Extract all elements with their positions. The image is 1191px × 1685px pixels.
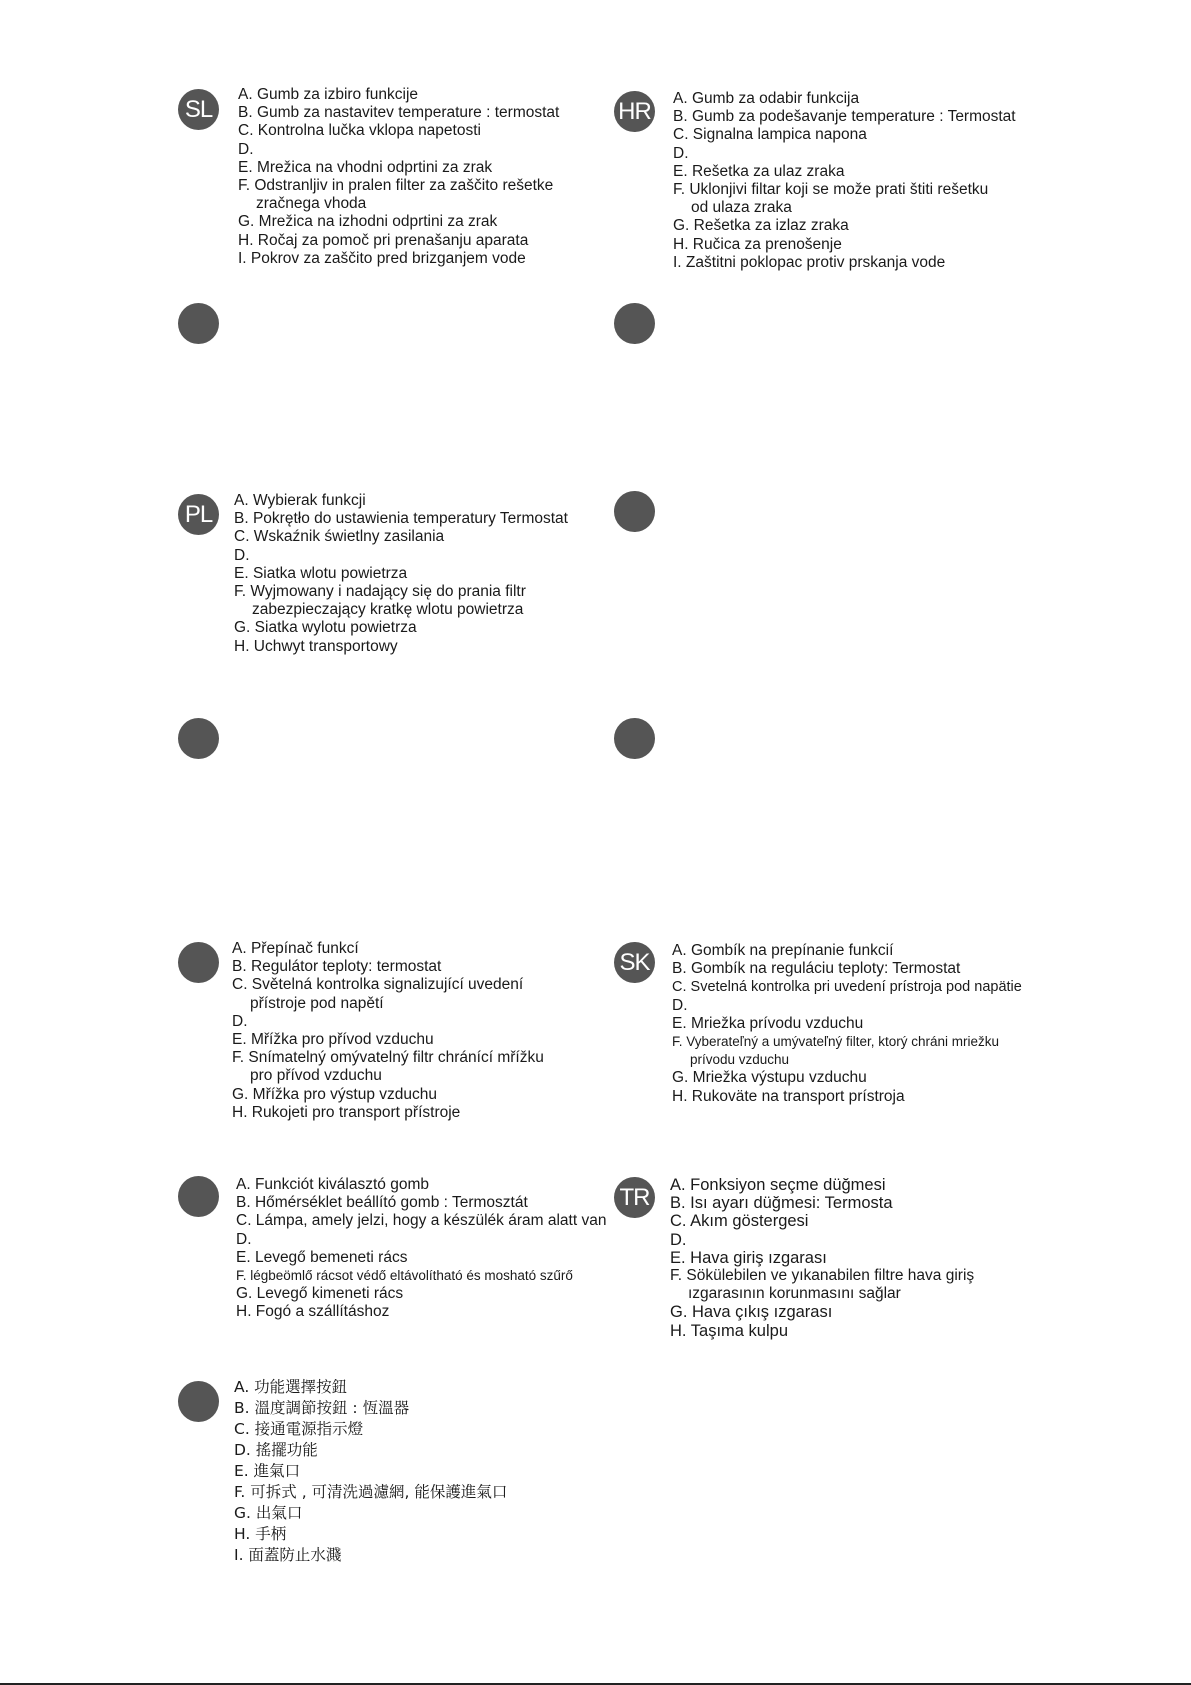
list-item: G. Mřížka pro výstup vzduchu — [232, 1085, 438, 1103]
list-item: E. Levegő bemeneti rács — [236, 1248, 408, 1266]
list-item: H. Rukoväte na transport prístroja — [672, 1087, 905, 1105]
language-badge-empty — [614, 303, 655, 344]
list-item: A. Fonksiyon seçme düğmesi — [670, 1176, 886, 1194]
parts-list-sl — [238, 86, 559, 268]
list-item: C. Světelná kontrolka signalizující uvedení — [232, 976, 524, 994]
list-item: F. Wyjmowany i nadający się do prania filtr — [234, 583, 526, 601]
list-item: D. — [236, 1230, 252, 1248]
list-item: D. — [673, 144, 689, 162]
list-item: H. Rukojeti pro transport přístroje — [232, 1103, 461, 1121]
language-badge-cz — [178, 942, 219, 983]
language-badge-sk: SK — [614, 942, 655, 983]
list-item: E. 進氣口 — [234, 1462, 301, 1480]
list-item: A. Přepínač funkcí — [232, 940, 359, 957]
list-item: F. Snímatelný omývatelný filtr chránící mřížku — [232, 1049, 544, 1067]
language-badge-pl: PL — [178, 494, 219, 535]
list-item: H. Fogó a szállításhoz — [236, 1303, 390, 1321]
list-item: E. Rešetka za ulaz zraka — [673, 162, 845, 180]
list-item: H. 手柄 — [234, 1525, 287, 1543]
list-item: C. 接通電源指示燈 — [234, 1420, 364, 1438]
list-item: D. — [232, 1012, 248, 1030]
list-item-continuation: zabezpieczający kratkę wlotu powietrza — [252, 601, 524, 619]
list-item: F. 可拆式 , 可清洗過濾網, 能保護進氣口 — [234, 1483, 508, 1501]
parts-list-hu — [236, 1176, 606, 1322]
list-item: I. 面蓋防止水濺 — [234, 1546, 342, 1564]
list-item: D. — [670, 1230, 687, 1249]
list-item: F. Uklonjivi filtar koji se može prati štiti rešetku — [673, 181, 989, 199]
list-item: E. Siatka wlotu powietrza — [234, 564, 408, 582]
list-item: B. Gombík na reguláciu teploty: Termostat — [672, 960, 961, 978]
list-item: E. Hava giriş ızgarası — [670, 1248, 827, 1267]
language-badge-hu — [178, 1176, 219, 1217]
list-item-continuation: ızgarasının korunmasını sağlar — [688, 1285, 901, 1303]
list-item: E. Mrežica na vhodni odprtini za zrak — [238, 158, 493, 176]
list-item: A. Gombík na prepínanie funkcií — [672, 942, 894, 959]
parts-list-hr — [673, 90, 1016, 272]
list-item: C. Wskaźnik świetlny zasilania — [234, 528, 445, 546]
list-item: H. Ročaj za pomoč pri prenašanju aparata — [238, 231, 529, 249]
parts-list-cz — [232, 940, 544, 1122]
language-badge-tr: TR — [614, 1177, 655, 1218]
list-item-continuation: pro přívod vzduchu — [250, 1067, 382, 1085]
list-item: B. Isı ayarı düğmesi: Termosta — [670, 1194, 893, 1213]
list-item: G. Mriežka výstupu vzduchu — [672, 1069, 867, 1087]
list-item: A. 功能選擇按鈕 — [234, 1378, 348, 1396]
list-item: E. Mřížka pro přívod vzduchu — [232, 1031, 434, 1049]
list-item: G. Mrežica na izhodni odprtini za zrak — [238, 213, 498, 231]
list-item: F. Sökülebilen ve yıkanabilen filtre hava giriş — [670, 1267, 975, 1285]
list-item: A. Funkciót kiválasztó gomb — [236, 1176, 429, 1193]
list-item: F. Odstranljiv in pralen filter za zaščito rešetke — [238, 177, 554, 195]
list-item: B. Pokrętło do ustawienia temperatury Termostat — [234, 510, 568, 528]
language-badge-empty — [178, 303, 219, 344]
language-badge-empty — [614, 491, 655, 532]
list-item: C. Lámpa, amely jelzi, hogy a készülék áram alatt van — [236, 1212, 607, 1230]
list-item: C. Signalna lampica napona — [673, 126, 867, 144]
language-badge-hr: HR — [614, 91, 655, 132]
list-item: A. Gumb za odabir funkcija — [673, 90, 860, 107]
list-item: B. 溫度調節按鈕 : 恆溫器 — [234, 1399, 410, 1417]
list-item: A. Gumb za izbiro funkcije — [238, 86, 419, 103]
list-item: H. Uchwyt transportowy — [234, 637, 398, 655]
list-item: C. Kontrolna lučka vklopa napetosti — [238, 122, 481, 140]
list-item-continuation: zračnega vhoda — [256, 195, 367, 213]
list-item: C. Svetelná kontrolka pri uvedení prístroja pod napätie — [672, 979, 1022, 996]
list-item: I. Pokrov za zaščito pred brizganjem vode — [238, 249, 526, 267]
list-item: H. Taşıma kulpu — [670, 1321, 788, 1340]
list-item: D. 搖擺功能 — [234, 1441, 318, 1459]
list-item: B. Gumb za podešavanje temperature : Termostat — [673, 108, 1016, 126]
list-item: E. Mriežka prívodu vzduchu — [672, 1014, 864, 1032]
parts-list-pl — [234, 492, 568, 656]
language-badge-empty — [614, 718, 655, 759]
parts-list-zh — [234, 1377, 507, 1566]
list-item: G. Levegő kimeneti rács — [236, 1285, 404, 1303]
list-item: G. Hava çıkış ızgarası — [670, 1303, 833, 1322]
list-item: I. Zaštitni poklopac protiv prskanja vode — [673, 253, 946, 271]
parts-list-tr — [670, 1176, 974, 1340]
list-item-continuation: přístroje pod napětí — [250, 994, 384, 1012]
list-item: H. Ručica za prenošenje — [673, 235, 842, 253]
list-item-continuation: od ulaza zraka — [691, 199, 792, 217]
list-item: G. 出氣口 — [234, 1504, 303, 1522]
list-item: G. Siatka wylotu powietrza — [234, 619, 417, 637]
parts-list-sk — [672, 942, 1022, 1106]
list-item: A. Wybierak funkcji — [234, 492, 366, 509]
list-item: D. — [672, 996, 688, 1014]
list-item: G. Rešetka za izlaz zraka — [673, 217, 849, 235]
list-item: F. Vyberateľný a umývateľný filter, ktorý chráni mriežku — [672, 1034, 999, 1050]
language-badge-empty — [178, 718, 219, 759]
list-item: B. Hőmérséklet beállító gomb : Termosztát — [236, 1194, 528, 1212]
language-badge-sl: SL — [178, 89, 219, 130]
list-item: D. — [238, 140, 254, 158]
list-item: B. Regulátor teploty: termostat — [232, 958, 442, 976]
list-item: F. légbeömlő rácsot védő eltávolítható és mosható szűrő — [236, 1268, 573, 1284]
list-item: D. — [234, 546, 250, 564]
language-badge-zh — [178, 1381, 219, 1422]
list-item: C. Akım göstergesi — [670, 1212, 809, 1231]
list-item-continuation: prívodu vzduchu — [690, 1052, 790, 1068]
list-item: B. Gumb za nastavitev temperature : termostat — [238, 104, 560, 122]
